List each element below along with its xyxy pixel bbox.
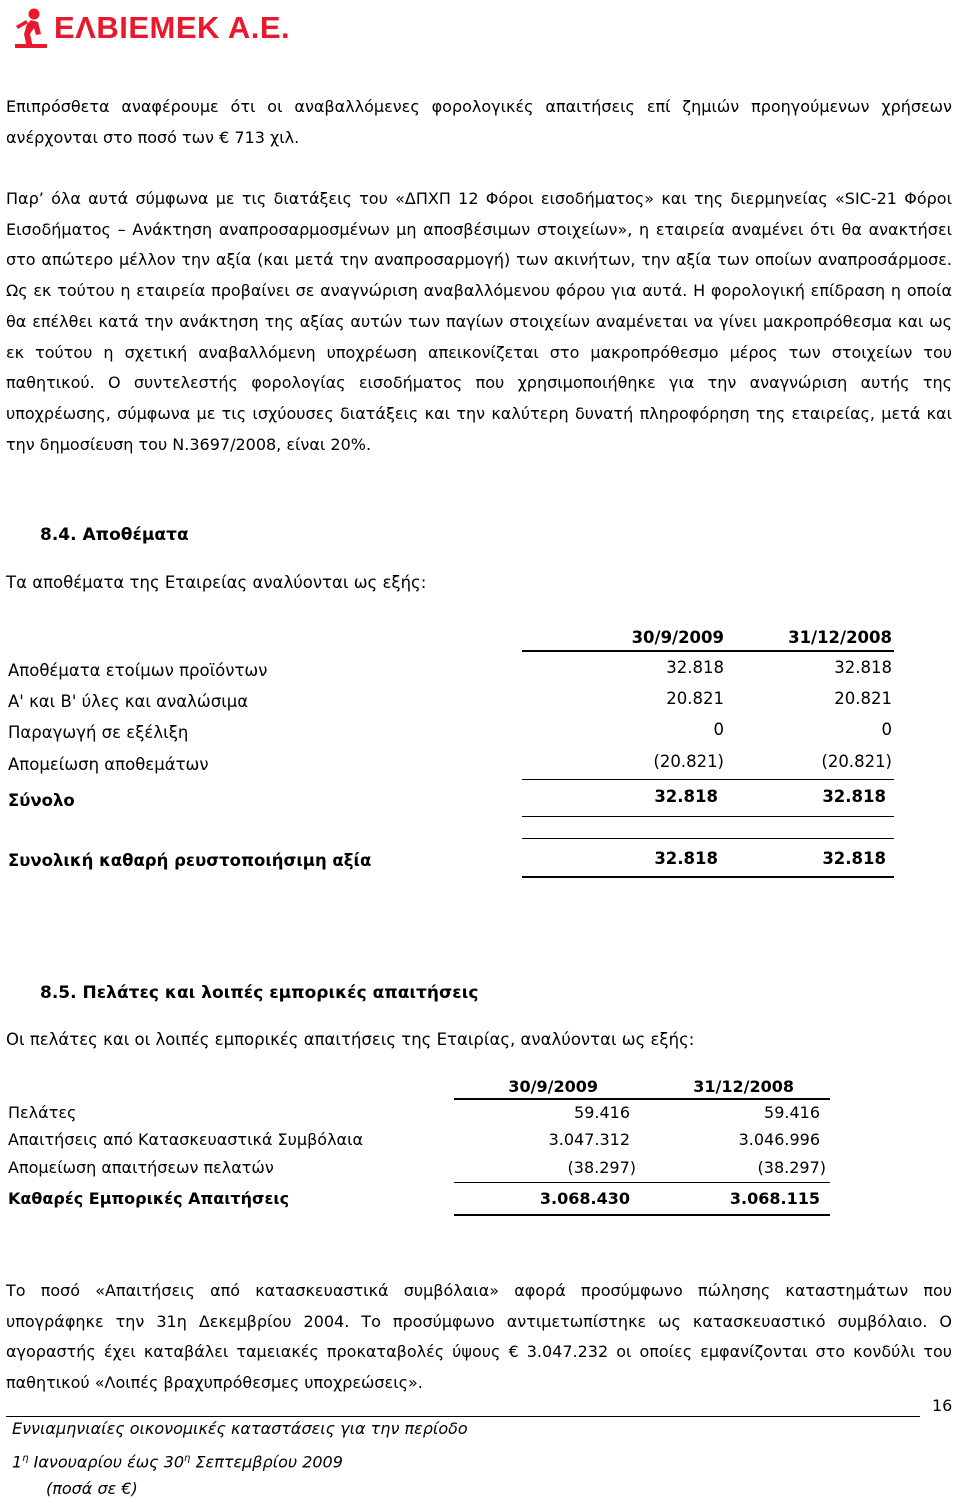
table-row-label-total: Καθαρές Εμπορικές Απαιτήσεις (8, 1189, 290, 1208)
footer-period-dates (12, 1448, 343, 1473)
table-row-label: Αποθέματα ετοίμων προϊόντων (8, 661, 268, 680)
table-row-label-net: Συνολική καθαρή ρευστοποιήσιμη αξία (8, 851, 372, 870)
footer-currency-note: (ποσά σε €) (46, 1479, 138, 1498)
receivables-intro: Οι πελάτες και οι λοιπές εμπορικές απαιτήσεις της Εταιρίας, αναλύονται ως εξής: (6, 1030, 695, 1049)
inventory-net-top-rule (522, 838, 894, 839)
paragraph-deferred-tax-losses: Επιπρόσθετα αναφέρουμε ότι οι αναβαλλόμενες φορολογικές απαιτήσεις επί ζημιών προηγούμενων χρήσεων ανέρχονται στο ποσό των € 713 χιλ. (6, 97, 952, 147)
table-cell: 59.416 (764, 1103, 820, 1122)
company-logo (14, 6, 290, 50)
table-cell: 32.818 (834, 658, 892, 677)
table-row-label: Α' και Β' ύλες και αναλώσιμα (8, 692, 249, 711)
table-cell: 0 (881, 720, 892, 739)
receivables-col-header-2: 31/12/2008 (693, 1077, 794, 1096)
footer-superscript: η (184, 1453, 191, 1464)
paragraph-deferred-tax-policy: Παρ’ όλα αυτά σύμφωνα με τις διατάξεις του «ΔΠΧΠ 12 Φόροι εισοδήματος» και της διερμηνείας «SIC-21 Φόροι Εισοδήματος – Ανάκτηση αναπροσαρμοσμένων μη αποσβέσιμων στοιχείων», η εταιρεία αναμένει ότι θα ανακτήσει στο απώτερο μέλλον την αξία (και μετά την αναπροσαρμογή) των ακινήτων, την αξία των οποίων αναπροσάρμοσε. Ως εκ τούτου η εταιρεία προβαίνει σε αναγνώριση αναβαλλόμενου φόρου για αυτά. Η φορολογική επίδραση η οποία θα επέλθει κατά την ανάκτηση της αξίας αυτών των παγίων στοιχείων αναμένεται να γίνει μακροπρόθεσμα και ως εκ τούτου η σχετική αναβαλλόμενη υποχρέωση απεικονίζεται στο μακροπρόθεσμο μέρος των στοιχείων του παθητικού. Ο συντελεστής φορολογίας εισοδήματος που χρησιμοποιήθηκε για την αναγνώριση αυτής της υποχρέωσης, σύμφωνα με τις ισχύουσες διατάξεις και την καλύτερη δυνατή πληροφόρηση της εταιρείας, μετά και την δημοσίευση του Ν.3697/2008, είναι 20%. (6, 189, 952, 454)
inventory-total-rule (522, 816, 894, 817)
inventory-col-header-2: 31/12/2008 (788, 628, 892, 647)
footer-period-title: Εννιαμηνιαίες οικονομικές καταστάσεις για την περίοδο (12, 1419, 468, 1438)
receivables-subtotal-rule (454, 1182, 830, 1183)
table-cell: (20.821) (821, 752, 892, 771)
table-cell: 59.416 (574, 1103, 630, 1122)
inventory-subtotal-rule (522, 779, 894, 780)
receivables-col-header-1: 30/9/2009 (508, 1077, 598, 1096)
footer-date-part: Ιανουαρίου έως 30 (28, 1452, 184, 1472)
table-cell-total: 3.068.430 (539, 1189, 630, 1208)
table-cell: 20.821 (666, 689, 724, 708)
table-cell-total: 3.068.115 (729, 1189, 820, 1208)
footer-rule (6, 1416, 920, 1417)
table-cell-net: 32.818 (822, 849, 886, 868)
page-number: 16 (932, 1396, 953, 1415)
table-row-label: Απομείωση αποθεμάτων (8, 755, 209, 774)
table-cell-net: 32.818 (654, 849, 718, 868)
footer-date-part: 1 (12, 1452, 23, 1472)
table-row-label: Πελάτες (8, 1103, 77, 1122)
table-cell: 3.047.312 (548, 1130, 630, 1149)
table-cell: (38.297) (567, 1158, 636, 1177)
section-heading-receivables: 8.5. Πελάτες και λοιπές εμπορικές απαιτήσεις (40, 983, 479, 1003)
inventory-col-header-1: 30/9/2009 (631, 628, 724, 647)
table-row-label: Απομείωση απαιτήσεων πελατών (8, 1158, 274, 1177)
company-name: ΕΛΒΙΕΜΕΚ Α.Ε. (54, 10, 291, 45)
table-cell: 0 (713, 720, 724, 739)
table-row-label-total: Σύνολο (8, 791, 75, 810)
table-cell: 3.046.996 (738, 1130, 820, 1149)
table-cell: (20.821) (653, 752, 724, 771)
inventory-intro: Τα αποθέματα της Εταιρείας αναλύονται ως εξής: (6, 573, 427, 592)
receivables-header-rule (454, 1098, 830, 1100)
paragraph-construction-contracts: Το ποσό «Απαιτήσεις από κατασκευαστικά συμβόλαια» αφορά προσύμφωνο πώλησης καταστημάτων που υπογράφηκε την 31η Δεκεμβρίου 2004. Το προσύμφωνο αντιμετωπίστηκε ως κατασκευαστικό συμβόλαιο. Ο αγοραστής έχει καταβάλει ταμειακές προκαταβολές ύψους € 3.047.232 οι οποίες εμφανίζονται στο κονδύλι του παθητικού «Λοιπές βραχυπρόθεσμες υποχρεώσεις». (6, 1281, 952, 1393)
inventory-header-rule (522, 650, 894, 652)
section-heading-inventory: 8.4. Αποθέματα (40, 525, 189, 545)
footer-date-part: Σεπτεμβρίου 2009 (190, 1452, 343, 1472)
footer-superscript: η (22, 1453, 29, 1464)
table-cell-total: 32.818 (654, 787, 718, 806)
table-cell: 20.821 (834, 689, 892, 708)
inventory-net-bottom-rule (522, 876, 894, 878)
table-cell: (38.297) (757, 1158, 826, 1177)
table-row-label: Απαιτήσεις από Κατασκευαστικά Συμβόλαια (8, 1130, 364, 1149)
receivables-total-rule (454, 1214, 830, 1216)
table-row-label: Παραγωγή σε εξέλιξη (8, 723, 189, 742)
table-cell: 32.818 (666, 658, 724, 677)
table-cell-total: 32.818 (822, 787, 886, 806)
worker-figure-icon (14, 7, 48, 49)
